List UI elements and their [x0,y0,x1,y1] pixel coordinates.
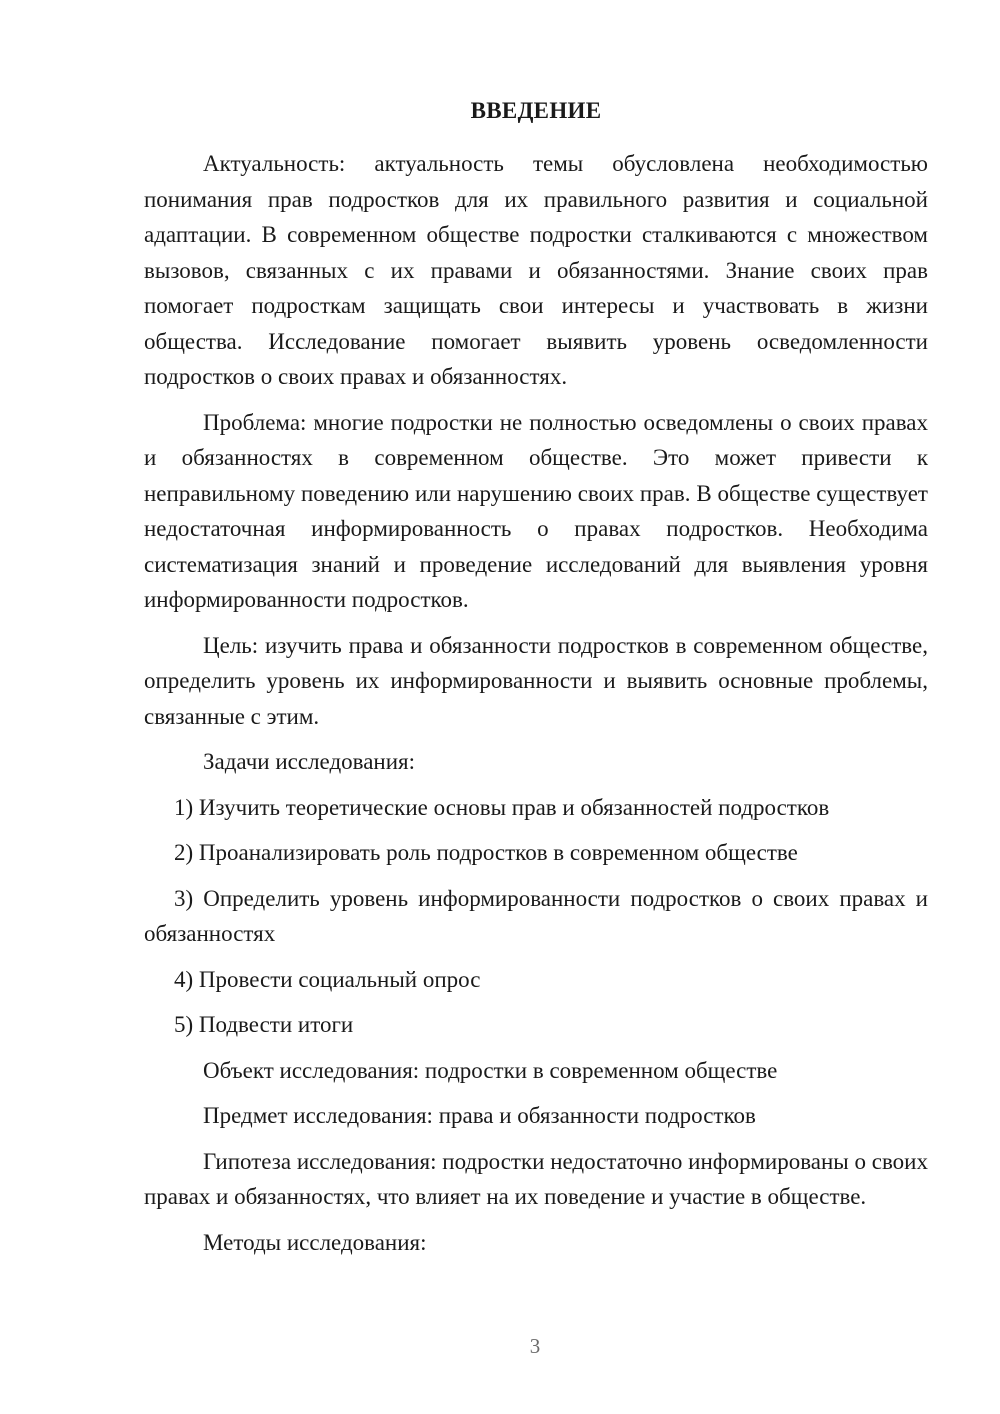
task-item-4: 4) Провести социальный опрос [174,966,481,992]
task-item-2: 2) Проанализировать роль подростков в современном обществе [174,840,798,865]
paragraph-actuality: Актуальность: актуальность темы обусловлена необходимостью понимания прав подростков для их правильного развития и социальной адаптации. В современном обществе подростки сталкиваются с множеством вызовов, связанных с их правами и обязанностями. Знание своих прав помогает подросткам защищать свои интересы и участвовать в жизни общества. Исследование помогает выявить уровень осведомленности подростков о своих правах и обязанностях. [144,151,928,389]
paragraph-goal: Цель: изучить права и обязанности подростков в современном обществе, определить уровень их информированности и выявить основные проблемы, связанные с этим. [144,632,928,729]
page-number: 3 [529,1334,541,1358]
page-title: ВВЕДЕНИЕ [470,98,602,123]
paragraph-problem: Проблема: многие подростки не полностью осведомлены о своих правах и обязанностях в современном обществе. Это может привести к неправильному поведению или нарушению своих прав. В обществе существует недостаточная информированность о правах подростков. Необходима систематизация знаний и проведение исследований для выявления уровня информированности подростков. [144,409,928,612]
task-item-1: 1) Изучить теоретические основы прав и обязанностей подростков [174,794,830,820]
methods-title: Методы исследования: [203,1229,427,1255]
task-item-5: 5) Подвести итоги [174,1012,354,1037]
task-item-3: 3) Определить уровень информированности подростков о своих правах и обязанностях [144,885,928,946]
research-object: Объект исследования: подростки в современном обществе [203,1057,778,1083]
research-subject: Предмет исследования: права и обязанности подростков [203,1103,756,1128]
tasks-title: Задачи исследования: [203,749,416,774]
document-page [144,96,928,1260]
research-hypothesis: Гипотеза исследования: подростки недостаточно информированы о своих правах и обязанностях, что влияет на их поведение и участие в обществе. [144,1148,928,1209]
